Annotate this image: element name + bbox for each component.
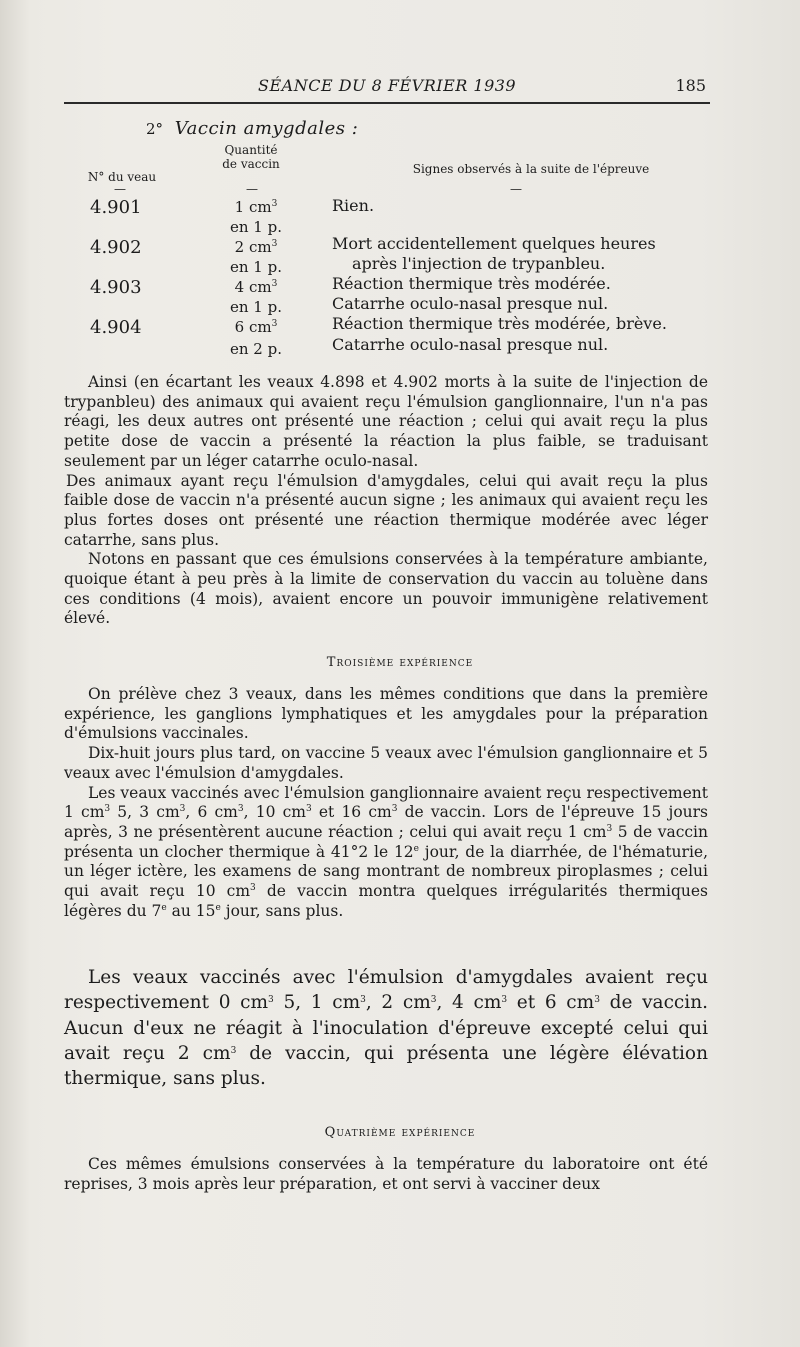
paragraph: Les veaux vaccinés avec l'émulsion d'amygdales avaient reçu respectivement 0 $cm^3$ 5, 1 $cm^3$, 2 $cm^3$, 4 $cm^3$ et 6 $cm^3$ de vaccin. Aucun d'eux ne réagit à l'inoculation d'épreuve excepté celui qui avait reçu 2 $cm^3$ de vaccin, qui présenta une légère élévation thermique, sans plus. [64,967,709,1090]
paragraph: Les veaux vaccinés avec l'émulsion ganglionnaire avaient reçu respectivement 1 $cm^3$ 5, 3 $cm^3$, 6 $cm^3$, 10 $cm^3$ et 16 $cm^3$ de vaccin. Lors de l'épreuve 15 jours après, 3 ne présentèrent aucune réaction ; celui qui avait reçu 1 $cm^3$ 5 de vaccin présenta un clocher thermique à 41°2 le 12e jour, de la diarrhée, de l'hématurie, un léger ictère, les examens de sang montrant de nombreux piroplasmes ; celui qui avait reçu 10 $cm^3$ de vaccin montra quelques irrégularités thermiques légères du 7e au 15e jour, sans plus. [64,783,709,920]
table-row-veau: 4.901 [90,197,142,218]
table-row-veau: 4.904 [90,317,142,338]
column-header-quantity [196,143,306,171]
table-row-quantity-parts: en 1 p. [230,298,282,316]
column-header-veau: N° du veau [87,170,157,184]
table-row-quantity: 4 $cm^3$ [234,278,278,296]
table-row-quantity-parts: en 2 p. [230,340,282,358]
paragraph: Dix-huit jours plus tard, on vaccine 5 veaux avec l'émulsion ganglionnaire et 5 veaux avec l'émulsion d'amygdales. [64,744,708,782]
header-rule [64,102,710,104]
page-number: 185 [675,76,706,95]
body-paragraphs-4 [64,1155,708,1194]
column-header-quantity-line2: de vaccin [222,157,280,171]
table-row-quantity-parts: en 1 p. [230,218,282,236]
table-row-observation: Réaction thermique très modérée. [332,274,611,293]
section-title: Vaccin amygdales : [174,118,359,139]
body-paragraphs-1 [64,373,708,629]
table-row-veau: 4.903 [90,277,142,298]
column-dash-veau: — [114,182,126,196]
paragraph: Notons en passant que ces émulsions conservées à la température ambiante, quoique étant à peu près à la limite de conservation du vaccin au toluène dans ces conditions (4 mois), avaient encore un pouvoir immunigène relativement élevé. [64,550,708,628]
table-row-observation-cont: Catarrhe oculo-nasal presque nul. [332,294,609,313]
paragraph: On prélève chez 3 veaux, dans les mêmes conditions que dans la première expérience, les ganglions lymphatiques et les amygdales pour la préparation d'émulsions vaccinales. [64,685,708,743]
table-row-quantity-parts: en 1 p. [230,258,282,276]
column-header-observations: Signes observés à la suite de l'épreuve [412,162,650,176]
body-paragraphs-3 [64,685,708,921]
table-row-observation: Réaction thermique très modérée, brève. [332,314,667,333]
table-row-quantity: 1 $cm^3$ [234,198,278,216]
table-row-veau: 4.902 [90,237,142,258]
running-header [64,70,710,98]
large-type-paragraph [64,965,708,1091]
table-row-quantity: 6 $cm^3$ [234,318,278,336]
column-dash-observations: — [510,182,522,196]
table-row-observation: Mort accidentellement quelques heures [332,234,656,253]
column-dash-quantity: — [246,182,258,196]
paragraph: Ces mêmes émulsions conservées à la température du laboratoire ont été reprises, 3 mois après leur préparation, et ont servi à vacciner deux [64,1155,708,1193]
section-heading [146,118,358,139]
table-row-observation-cont: Catarrhe oculo-nasal presque nul. [332,335,609,354]
section-number: 2° [146,120,164,138]
heading-quatrieme-experience: Quatrième expérience [324,1125,476,1140]
table-row-quantity: 2 $cm^3$ [234,238,278,256]
heading-troisieme-experience: Troisième expérience [326,655,474,670]
table-row-observation: Rien. [332,196,375,215]
paragraph: Ainsi (en écartant les veaux 4.898 et 4.902 morts à la suite de l'injection de trypanbleu) des animaux qui avaient reçu l'émulsion ganglionnaire, l'un n'a pas réagi, les deux autres ont présenté une réaction ; celui qui avait reçu la plus petite dose de vaccin a présenté la réaction la plus faible, se traduisant seulement par un léger catarrhe oculo-nasal. [64,373,708,470]
paragraph: Des animaux ayant reçu l'émulsion d'amygdales, celui qui avait reçu la plus faible dose de vaccin n'a présenté aucun signe ; les animaux qui avaient reçu les plus fortes doses ont présenté une réaction thermique modérée avec léger catarrhe, sans plus. [64,471,708,549]
table-row-observation-cont: après l'injection de trypanbleu. [352,254,606,273]
column-header-quantity-line1: Quantité [224,143,278,157]
header-title: SÉANCE DU 8 FÉVRIER 1939 [258,76,517,95]
